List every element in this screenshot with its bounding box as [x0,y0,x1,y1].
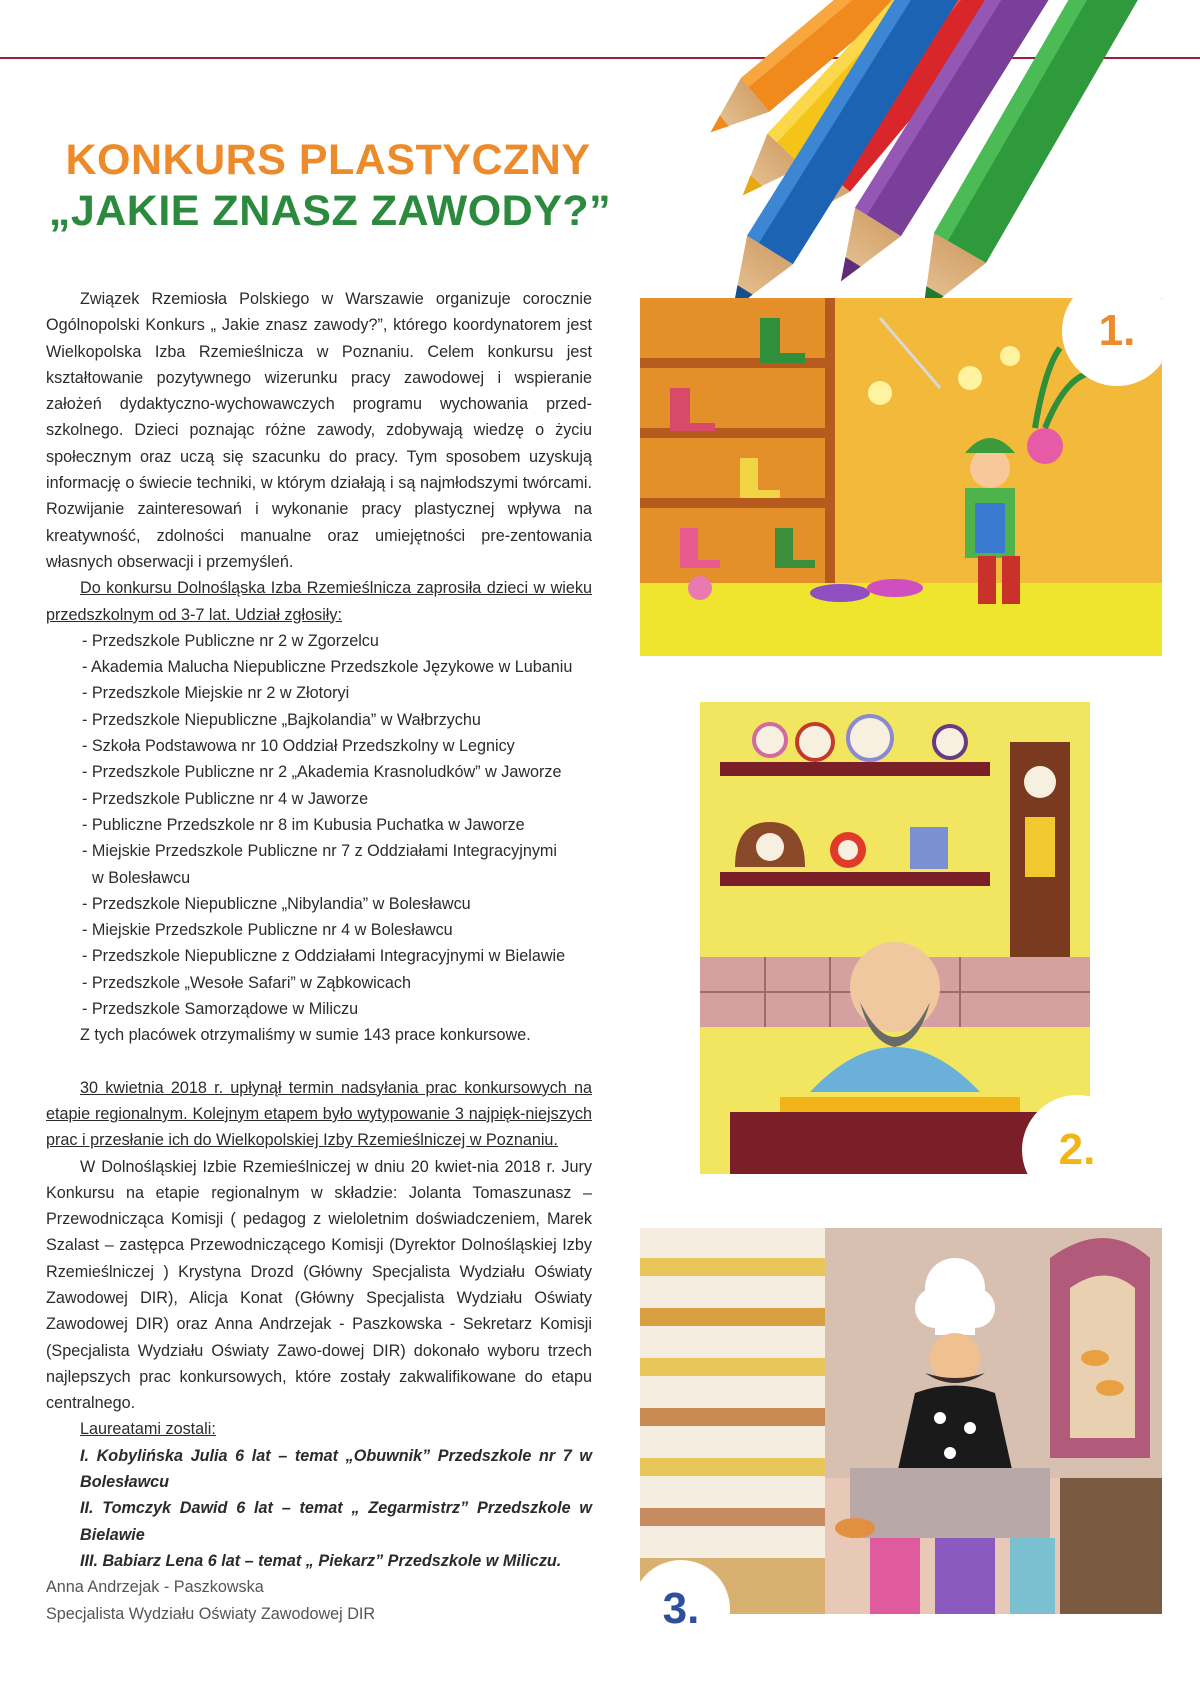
participants-list [46,628,592,1022]
watchmaker-drawing [700,702,1090,1174]
list-item-line: - Miejskie Przedszkole Publiczne nr 7 z Oddziałami Integracyjnymi [82,842,558,861]
list-item-continuation: w Bolesławcu [92,868,191,887]
list-item: - Szkoła Podstawowa nr 10 Oddział Przedszkolny w Legnicy [82,737,515,756]
laureate-2: II. Tomczyk Dawid 6 lat – temat „ Zegarmistrz” Przedszkole w Bielawie [80,1499,592,1544]
drawing-number-2: 2. [1022,1095,1132,1205]
list-item: - Przedszkole Samorządowe w Miliczu [82,1000,359,1019]
list-item: - Przedszkole Niepubliczne z Oddziałami Integracyjnymi w Bielawie [82,947,566,966]
list-item: - Przedszkole Publiczne nr 2 „Akademia Krasnoludków” w Jaworze [82,763,562,782]
baker-drawing [640,1228,1162,1614]
laureates-heading: Laureatami zostali: [80,1420,216,1439]
list-item: - Miejskie Przedszkole Publiczne nr 4 w Bolesławcu [82,921,453,940]
jury-paragraph: W Dolnośląskiej Izbie Rzemieślniczej w dniu 20 kwiet-nia 2018 r. Jury Konkursu na etapie regionalnym w składzie: Jolanta Tomaszunasz – Przewodnicząca Komisji ( pedagog z wieloletnim doświadczeniem, Marek Szalast – zastępca Przewodniczącego Komisji (Dyrektor Dolnośląskiej Izby Rzemieślniczej ) Krystyna Drozd (Główny Specjalista Wydziału Oświaty Zawodowej DIR), Alicja Konat (Główny Specjalista Wydziału Oświaty Zawodowej DIR) oraz Anna Andrzejak - Paszkowska - Sekretarz Komisji (Specjalista Wydziału Oświaty Zawo-dowej DIR) dokonało wyboru trzech najlepszych prac konkursowych, które zostały zakwalifikowane do etapu centralnego. [46,1157,592,1413]
signature-name: Anna Andrzejak - Paszkowska [46,1578,264,1597]
list-item [46,838,592,891]
laureate-3: III. Babiarz Lena 6 lat – temat „ Piekarz” Przedszkole w Miliczu. [80,1551,562,1570]
signature-role: Specjalista Wydziału Oświaty Zawodowej DIR [46,1604,376,1623]
baker-drawing-art [640,1228,1162,1614]
list-item: - Przedszkole Niepubliczne „Nibylandia” w Bolesławcu [82,894,471,913]
deadline-paragraph: 30 kwietnia 2018 r. upłynął termin nadsyłania prac konkursowych na etapie regionalnym. Kolejnym etapem było wytypowanie 3 najpięk-niejszych prac i przesłanie ich do Wielkopolskiej Izby Rzemieślniczej w Poznaniu. [46,1078,592,1150]
intro-paragraph: Związek Rzemiosła Polskiego w Warszawie organizuje corocznie Ogólnopolski Konkurs „ Jakie znasz zawody?”, którego koordynatorem jest Wielkopolska Izba Rzemieślnicza w Poznaniu. Celem konkursu jest kształtowanie pozytywnego wizerunku pracy zawodowej i wspieranie założeń dydaktyczno-wychowawczych programu wychowania przed-szkolnego. Dzieci poznając różne zawody, zdobywają wiedzę o życiu społecznym oraz uczą się szacunku do pracy. Tym sposobem uzyskują informację o świecie techniki, w którym działają i są najmłodszymi twórcami. Rozwijanie zainteresowań i wykonanie pracy plastycznej wpływa na kreatywność, zdolności manualne oraz umiejętności pre-zentowania własnych obserwacji i przemyśleń. [46,290,592,571]
drawing-number-3: 3. [632,1560,730,1658]
list-item: - Przedszkole „Wesołe Safari” w Ząbkowicach [82,973,411,992]
list-item: - Publiczne Przedszkole nr 8 im Kubusia Puchatka w Jaworze [82,815,525,834]
page-title-line-2: „JAKIE ZNASZ ZAWODY?” [48,187,612,235]
list-item: - Przedszkole Publiczne nr 4 w Jaworze [82,789,369,808]
invite-paragraph: Do konkursu Dolnośląska Izba Rzemieślnicza zaprosiła dzieci w wieku przedszkolnym od 3-7 lat. Udział zgłosiły: [46,579,592,624]
list-item: - Przedszkole Publiczne nr 2 w Zgorzelcu [82,631,379,650]
total-paragraph: Z tych placówek otrzymaliśmy w sumie 143 prace konkursowe. [80,1026,531,1045]
list-item: - Akademia Malucha Niepubliczne Przedszkole Językowe w Lubaniu [82,658,573,677]
laureate-1: I. Kobylińska Julia 6 lat – temat „Obuwnik” Przedszkole nr 7 w Bolesławcu [80,1446,592,1492]
drawing-number-1: 1. [1062,276,1172,386]
page-title-line-1: KONKURS PLASTYCZNY [65,136,591,184]
watchmaker-drawing-art [700,702,1090,1174]
article-body [46,286,592,1627]
list-item: - Przedszkole Niepubliczne „Bajkolandia” w Wałbrzychu [82,710,481,729]
list-item: - Przedszkole Miejskie nr 2 w Złotoryi [82,684,350,703]
